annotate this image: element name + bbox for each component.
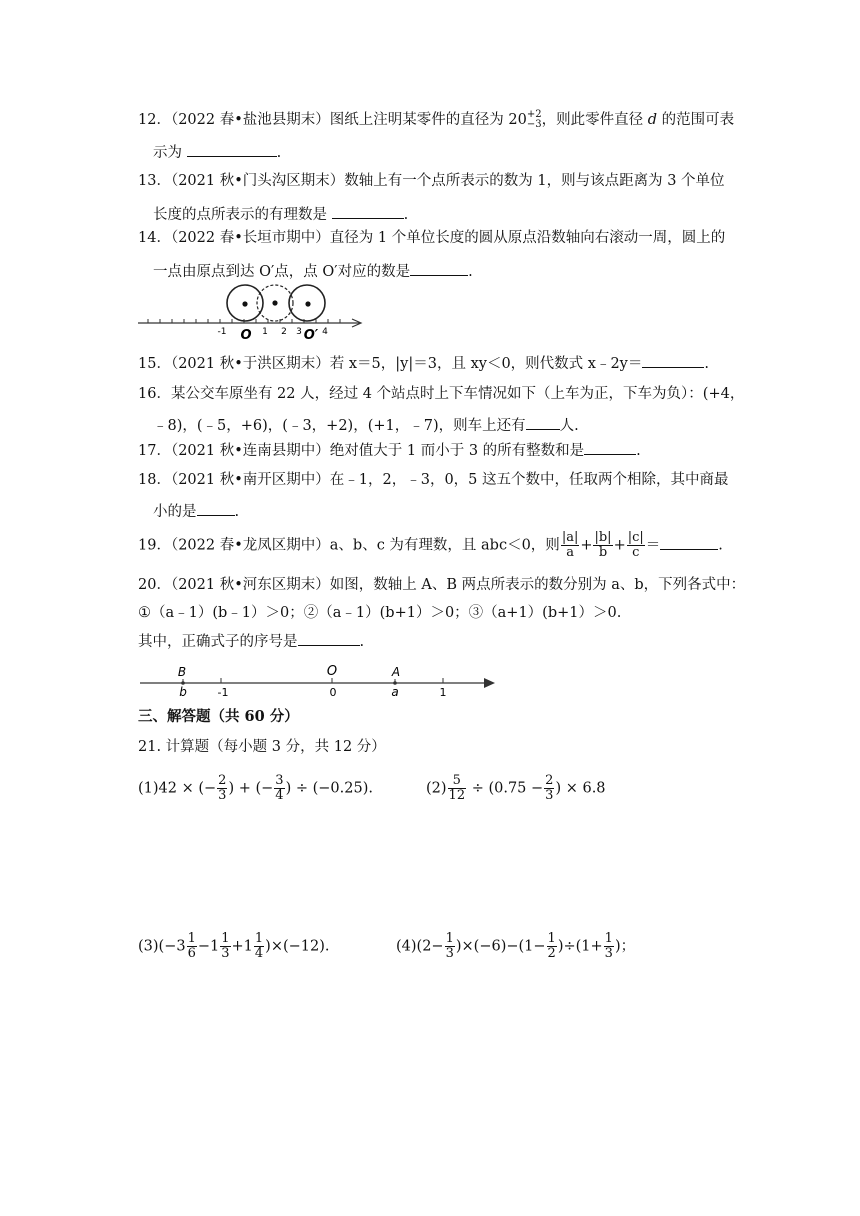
q18-end: . [234, 504, 240, 520]
q12-end: . [276, 145, 282, 161]
q21-p4-part-a: (4)(2− [396, 938, 444, 955]
question-16 [138, 384, 745, 436]
q18-line2: 小的是 [153, 504, 197, 520]
q21-p3-fraction-1 [187, 932, 197, 961]
q21-p3-fraction-3 [254, 932, 264, 961]
q14-end: . [468, 264, 473, 280]
q14-answer-blank[interactable] [410, 261, 468, 276]
q21-p3-part-a: (3)(−3 [138, 938, 186, 955]
q12-line2: 示为 [153, 145, 187, 161]
q21-p1-f1-den: 3 [218, 788, 227, 803]
q21-p4-part-c: )÷(1+ [557, 938, 603, 955]
q14-tick-label-m1: -1 [217, 327, 227, 337]
q21-p3-fraction-2 [220, 932, 230, 961]
q17-end: . [636, 443, 641, 459]
q20-label-m1: -1 [217, 686, 229, 699]
q19-f1-numerator: |a| [561, 530, 579, 545]
question-13 [138, 171, 738, 225]
q19-fraction-a [561, 531, 580, 560]
q21-p1-f2-num: 3 [275, 773, 284, 788]
q21-p4-fraction-3 [604, 932, 614, 961]
q12-tolerance [527, 110, 542, 130]
q20-axis-arrow [484, 678, 495, 688]
q21-title: 21. 计算题（每小题 3 分，共 12 分） [138, 739, 386, 755]
q20-number-line-figure [138, 660, 500, 700]
q21-p1-part-a: (1)42 × (− [138, 780, 217, 797]
q21-p2-f1-den: 12 [448, 788, 466, 803]
q21-p1-fraction-2 [274, 774, 284, 803]
q20-end: . [359, 634, 365, 650]
q21-p4-f2-num: 1 [547, 931, 556, 946]
q19-equals: ＝ [645, 537, 661, 554]
q19-plus-1: + [580, 537, 593, 554]
q12-prefix: 12．（2022 春•盐池县期末）图纸上注明某零件的直径为 20 [138, 112, 527, 128]
q16-end: 人. [559, 418, 579, 434]
q21-p4-f2-den: 2 [547, 946, 556, 961]
q15-text: 15．（2021 秋•于洪区期末）若 x＝5，|y|＝3，且 xy＜0，则代数式 x﹣2y＝ [138, 356, 643, 372]
q12-var: d [647, 112, 657, 128]
q20-line3: 其中，正确式子的序号是 [138, 634, 298, 650]
q13-line1: 13．（2021 秋•门头沟区期末）数轴上有一个点所表示的数为 1，则与该点距离为 3 个单位 [138, 173, 725, 189]
q21-p1-part-b: ) + (− [228, 780, 274, 797]
q21-p4-f3-num: 1 [604, 931, 613, 946]
q16-line1: 16．某公交车原坐有 22 人，经过 4 个站点时上下车情况如下（上车为正，下车为负）：(+4， [138, 386, 745, 402]
q14-tick-label-4: 4 [322, 327, 328, 337]
q20-label-1: 1 [439, 686, 447, 699]
q21-p4-part-b: )×(−6)−(1− [455, 938, 546, 955]
q21-p2-fraction-1 [448, 774, 467, 803]
q20-line1: 20．（2021 秋•河东区期末）如图，数轴上 A、B 两点所表示的数分别为 a、b，下列各式中： [138, 577, 746, 593]
q14-tick-label-2: 2 [281, 327, 287, 337]
section-3-heading: 三、解答题（共 60 分） [138, 708, 299, 725]
q21-p2-part-c: ) × 6.8 [555, 780, 606, 797]
q21-p4-fraction-1 [445, 932, 455, 961]
q20-label-o-top: O [326, 664, 338, 679]
q15-end: . [704, 356, 709, 372]
q20-line2: ①（a﹣1）(b﹣1）＞0；②（a﹣1）(b+1）＞0；③（a+1）(b+1）＞0. [138, 605, 622, 621]
q20-label-a-top: A [391, 665, 401, 679]
question-14 [138, 228, 738, 282]
q14-number-line-figure [136, 282, 368, 342]
q19-f3-denominator: c [632, 545, 640, 560]
q14-circle-dot-start [242, 301, 247, 306]
q13-end: . [403, 207, 409, 223]
q14-circle-dot-middle [272, 300, 277, 305]
q20-label-b-bottom: b [179, 685, 187, 699]
q14-circle-dot-end [305, 301, 310, 306]
q19-f3-numerator: |c| [627, 530, 644, 545]
q21-p2-part-b: ÷ (0.75 − [467, 780, 544, 797]
q21-p2-f2-den: 3 [545, 788, 554, 803]
q16-answer-blank[interactable] [526, 415, 560, 430]
q20-label-a-bottom: a [391, 685, 399, 699]
question-12 [138, 110, 738, 163]
question-20 [138, 575, 746, 652]
q14-label-o: O [240, 328, 252, 342]
q12-answer-blank[interactable] [187, 142, 277, 157]
q14-line1: 14．（2022 春•长垣市期中）直径为 1 个单位长度的圆从原点沿数轴向右滚动一周，圆上的 [138, 230, 726, 246]
q21-p1-fraction-1 [217, 774, 227, 803]
q21-p3-f2-num: 1 [221, 931, 230, 946]
question-17 [138, 440, 738, 461]
q15-answer-blank[interactable] [642, 353, 704, 368]
q21-p3-f3-num: 1 [254, 931, 264, 946]
q21-p2-part-a: (2) [426, 780, 447, 797]
q14-tick-label-3: 3 [296, 327, 302, 337]
question-15 [138, 353, 738, 374]
q21-p1-part-c: ) ÷ (−0.25). [285, 780, 373, 797]
q21-p4-f1-den: 3 [445, 946, 454, 961]
q21-p3-f3-den: 4 [254, 946, 264, 961]
q19-prefix: 19．（2022 春•龙凤区期中）a、b、c 为有理数，且 abc＜0，则 [138, 537, 560, 554]
q21-p2-fraction-2 [544, 774, 554, 803]
q21-p3-f1-den: 6 [187, 946, 196, 961]
q19-f2-numerator: |b| [594, 530, 612, 545]
question-18 [138, 470, 738, 522]
q13-answer-blank[interactable] [332, 204, 404, 219]
q21-p3-part-d: )×(−12). [265, 938, 330, 955]
q18-answer-blank[interactable] [197, 501, 235, 516]
q19-end: . [718, 537, 723, 554]
q21-p3-f2-den: 3 [221, 946, 230, 961]
q21-p4-f1-num: 1 [445, 931, 454, 946]
q21-problem-4 [396, 932, 726, 961]
q13-line2: 长度的点所表示的有理数是 [153, 207, 332, 223]
q14-line2: 一点由原点到达 O′点，点 O′对应的数是 [153, 264, 411, 280]
q17-text: 17．（2021 秋•连南县期中）绝对值大于 1 而小于 3 的所有整数和是 [138, 443, 585, 459]
q20-label-b-top: B [177, 665, 187, 679]
question-19 [138, 531, 738, 560]
q21-p2-f2-num: 2 [545, 773, 554, 788]
q19-answer-blank[interactable] [660, 535, 718, 550]
q12-tail: 的范围可表 [656, 112, 735, 128]
q21-p3-part-c: +1 [231, 938, 253, 955]
q14-tick-label-1: 1 [262, 327, 268, 337]
q19-f1-denominator: a [566, 545, 574, 560]
q21-problem-2 [426, 774, 726, 803]
q20-label-0: 0 [329, 686, 337, 699]
q18-line1: 18．（2021 秋•南开区期中）在﹣1，2，﹣3，0，5 这五个数中，任取两个相除，其中商最 [138, 472, 729, 488]
q19-plus-2: + [613, 537, 626, 554]
q17-answer-blank[interactable] [584, 440, 636, 455]
q21-p2-f1-num: 5 [448, 774, 467, 789]
q21-p4-f3-den: 3 [604, 946, 613, 961]
q21-p4-fraction-2 [547, 932, 557, 961]
q21-p4-part-d: )； [614, 938, 636, 955]
q12-sup: +2 [526, 109, 542, 120]
q12-mid: ，则此零件直径 [541, 112, 648, 128]
q16-line2: ﹣8)，(﹣5，+6)，(﹣3，+2)，(+1，﹣7)，则车上还有 [153, 418, 526, 434]
q21-p1-f1-num: 2 [218, 773, 227, 788]
q21-p1-f2-den: 4 [275, 788, 284, 803]
q21-p3-f1-num: 1 [187, 931, 196, 946]
q21-p3-part-b: −1 [197, 938, 220, 955]
q12-sub: −3 [526, 119, 542, 130]
q19-f2-denominator: b [598, 545, 608, 560]
q19-fraction-b [593, 531, 612, 560]
q19-fraction-c [627, 531, 645, 560]
q20-answer-blank[interactable] [298, 631, 360, 646]
q14-label-o-prime: O′ [303, 328, 319, 342]
